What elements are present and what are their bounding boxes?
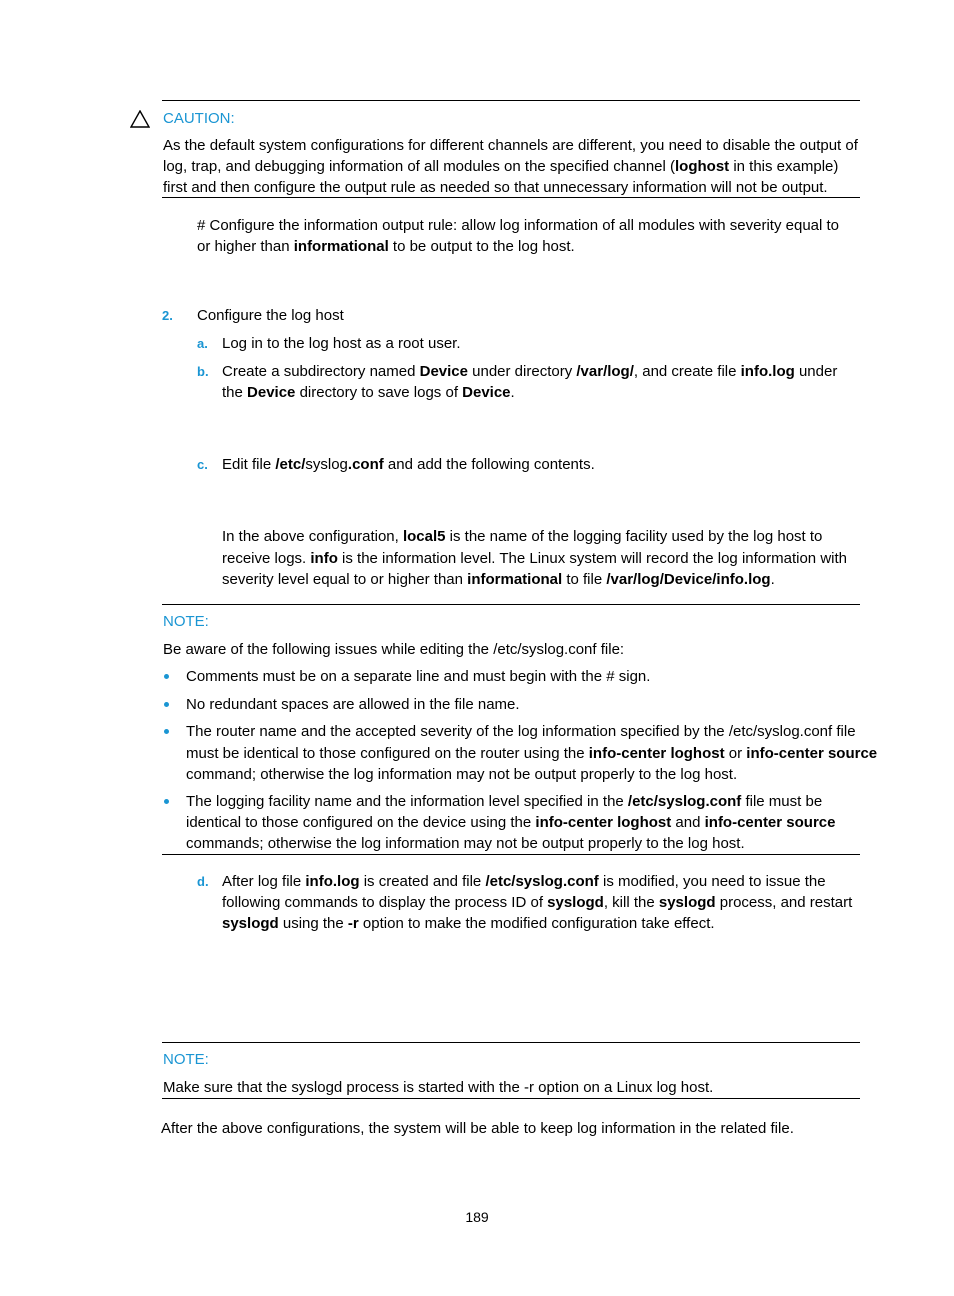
- step-c-text: Edit file /etc/syslog.conf and add the following contents.: [222, 456, 595, 473]
- bullet-dot: [164, 674, 169, 679]
- note1-label: NOTE:: [163, 613, 209, 630]
- step-2-text: Configure the log host: [197, 307, 344, 324]
- note2-bottom-rule: [162, 1098, 860, 1099]
- caution-label: CAUTION:: [163, 110, 235, 127]
- step-d-letter: d.: [197, 874, 209, 889]
- note1-bullet3-line1: The router name and the accepted severity of the log information specified by the /etc/syslog.conf file: [186, 723, 856, 740]
- rule-paragraph-line2: or higher than informational to be output to the log host.: [197, 238, 575, 255]
- caution-top-rule: [162, 100, 860, 101]
- note1-bullet1: Comments must be on a separate line and must begin with the # sign.: [186, 668, 651, 685]
- step-d-line2: following commands to display the process ID of syslogd, kill the syslogd process, and restart: [222, 894, 853, 911]
- step-b-letter: b.: [197, 364, 209, 379]
- note1-bottom-rule: [162, 854, 860, 855]
- note2-label: NOTE:: [163, 1051, 209, 1068]
- step-b-line1: Create a subdirectory named Device under directory /var/log/, and create file info.log under: [222, 363, 838, 380]
- note1-bullet3-line2: must be identical to those configured on the router using the info-center loghost or info-center source: [186, 745, 878, 762]
- note1-bullet3-line3: command; otherwise the log information may not be output properly to the log host.: [186, 766, 738, 783]
- caution-triangle-icon: [130, 110, 150, 128]
- note1-bullet4-line2: identical to those configured on the device using the info-center loghost and info-center source: [186, 814, 836, 831]
- note1-bullet2: No redundant spaces are allowed in the file name.: [186, 696, 520, 713]
- final-paragraph: After the above configurations, the system will be able to keep log information in the related file.: [161, 1120, 794, 1137]
- step-c-letter: c.: [197, 457, 208, 472]
- note1-top-rule: [162, 604, 860, 605]
- note2-top-rule: [162, 1042, 860, 1043]
- step-a-text: Log in to the log host as a root user.: [222, 335, 461, 352]
- step-d-line3: syslogd using the -r option to make the modified configuration take effect.: [222, 915, 715, 932]
- note2-text: Make sure that the syslogd process is started with the -r option on a Linux log host.: [163, 1079, 714, 1096]
- step-b-line2: the Device directory to save logs of Device.: [222, 384, 515, 401]
- page-number: 189: [465, 1209, 489, 1225]
- explanation-line3: severity level equal to or higher than informational to file /var/log/Device/info.log.: [222, 571, 775, 588]
- step-d-line1: After log file info.log is created and file /etc/syslog.conf is modified, you need to issue the: [222, 873, 826, 890]
- caution-text-line1: As the default system configurations for different channels are different, you need to disable the output of: [163, 137, 858, 154]
- caution-text-line3: first and then configure the output rule as needed so that unnecessary information will not be output.: [163, 179, 828, 196]
- step-a-letter: a.: [197, 336, 208, 351]
- caution-bottom-rule: [162, 197, 860, 198]
- step-2-number: 2.: [162, 308, 173, 323]
- bullet-dot: [164, 799, 169, 804]
- explanation-line2: receive logs. info is the information level. The Linux system will record the log information with: [222, 550, 847, 567]
- note1-intro: Be aware of the following issues while editing the /etc/syslog.conf file:: [163, 641, 625, 658]
- note1-bullet4-line3: commands; otherwise the log information may not be output properly to the log host.: [186, 835, 745, 852]
- bullet-dot: [164, 702, 169, 707]
- explanation-line1: In the above configuration, local5 is the name of the logging facility used by the log host to: [222, 528, 823, 545]
- caution-text-line2: log, trap, and debugging information of all modules on the specified channel (loghost in this example): [163, 158, 839, 175]
- bullet-dot: [164, 729, 169, 734]
- rule-paragraph-line1: # Configure the information output rule: allow log information of all modules with severity equal to: [197, 217, 840, 234]
- note1-bullet4-line1: The logging facility name and the information level specified in the /etc/syslog.conf file must be: [186, 793, 823, 810]
